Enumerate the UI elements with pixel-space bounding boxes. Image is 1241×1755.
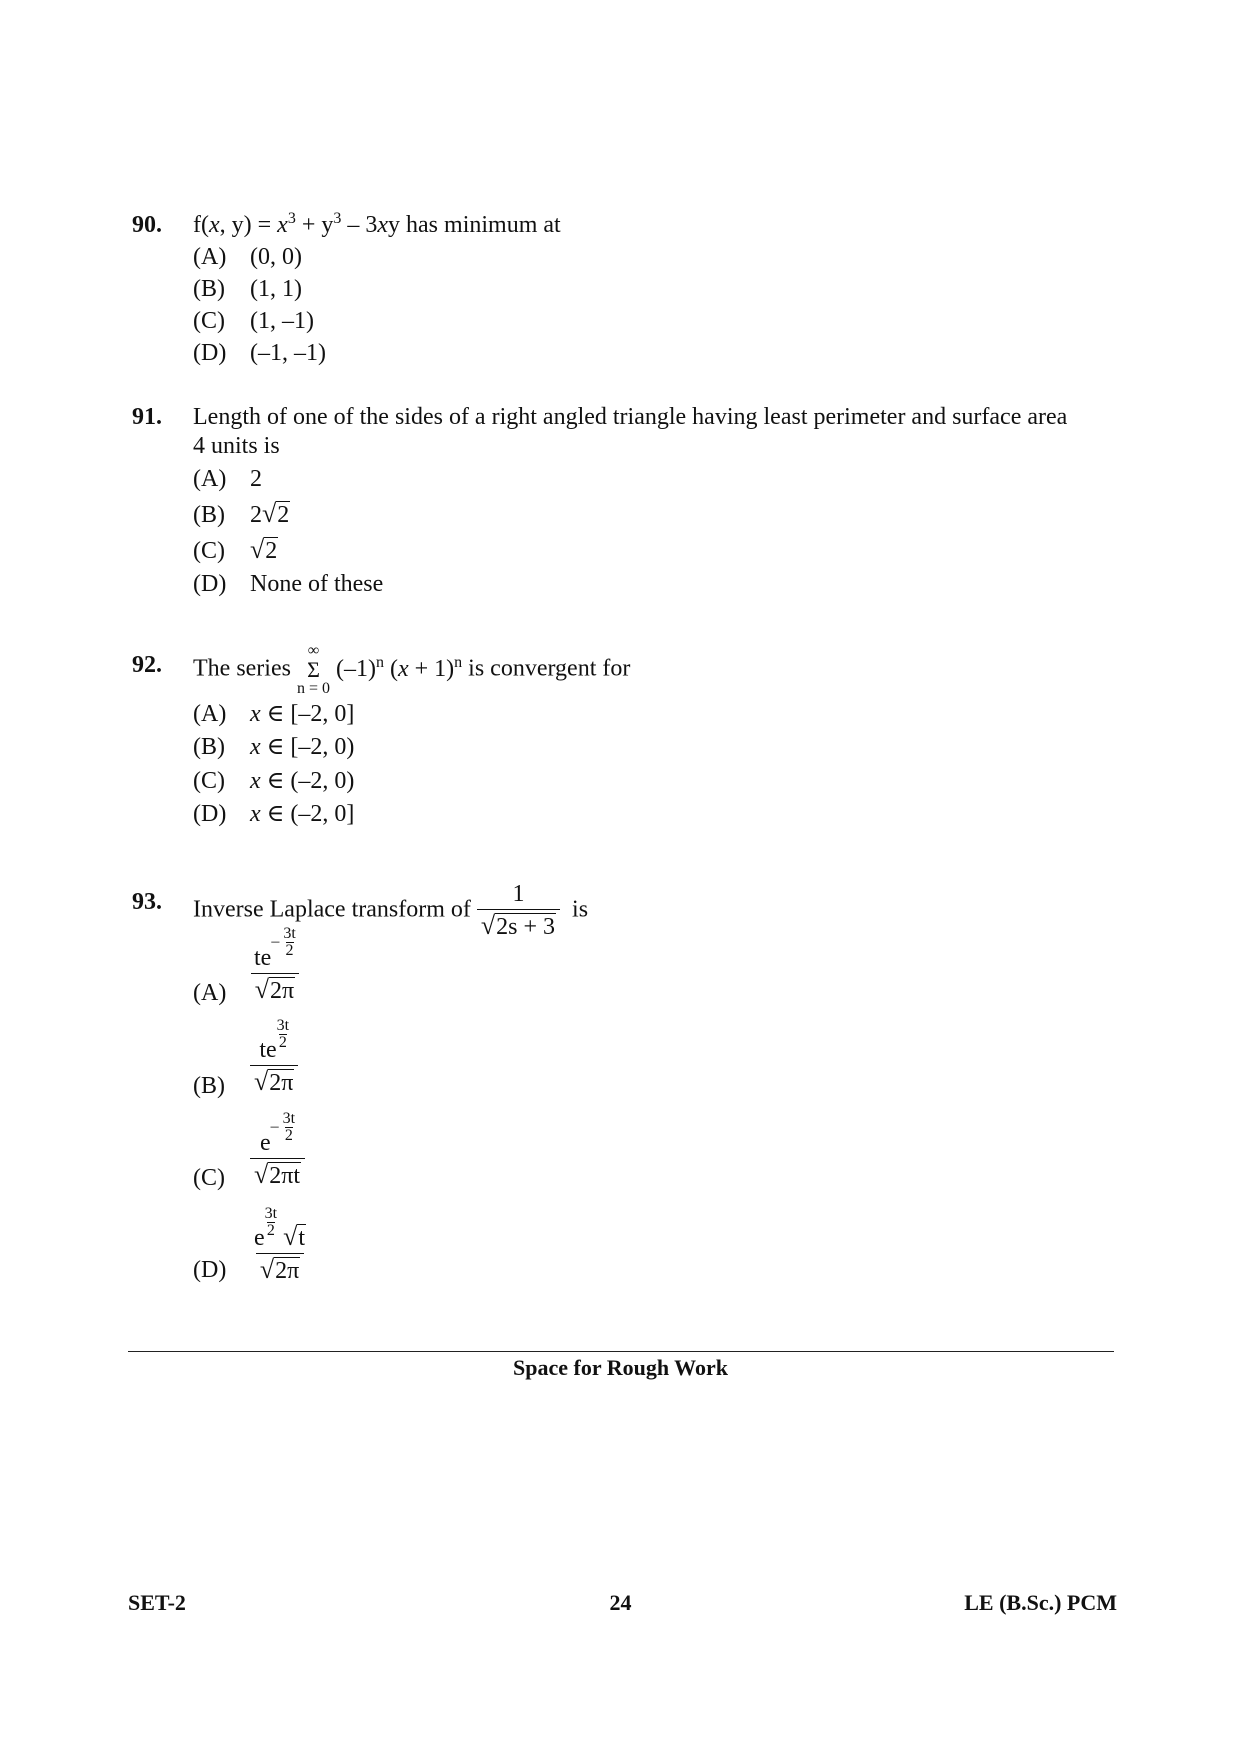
question-stem-line1: Length of one of the sides of a right angled triangle having least perimeter and surface area	[193, 404, 1068, 430]
option-text: x ∈ (–2, 0)	[250, 768, 355, 794]
option-text: √2	[250, 535, 278, 564]
option-text: x ∈ (–2, 0]	[250, 801, 355, 827]
option-label[interactable]: (A)	[193, 701, 227, 727]
option-text: (–1, –1)	[250, 340, 326, 366]
rough-work-divider	[128, 1351, 1114, 1352]
option-label[interactable]: (A)	[193, 244, 227, 270]
option-expression: $te^{- \frac{3t}{2}}$ √2π	[250, 936, 300, 1006]
option-label[interactable]: (B)	[193, 276, 225, 302]
option-label[interactable]: (C)	[193, 308, 225, 334]
option-text: 2√2	[250, 499, 290, 528]
option-label[interactable]: (C)	[193, 768, 225, 794]
question-stem-line2: 4 units is	[193, 433, 280, 459]
option-expression: $e^{- \frac{3t}{2}}$ √2πt	[250, 1121, 305, 1191]
question-stem: The series ∞ Σ n = 0 $(-1)^n$ $(x + 1)^n$ is convergent for	[193, 642, 631, 697]
option-text: (1, 1)	[250, 276, 302, 302]
summation: ∞ Σ n = 0	[296, 642, 330, 697]
question-stem: Inverse Laplace transform of $\frac{1}{√2s + 3}$ is	[193, 881, 589, 940]
option-label[interactable]: (C)	[193, 1165, 225, 1191]
question-number: 92.	[132, 652, 162, 678]
option-text: 2	[250, 466, 262, 492]
option-label[interactable]: (D)	[193, 340, 227, 366]
question-number: 91.	[132, 404, 162, 430]
option-text: (1, –1)	[250, 308, 314, 334]
fraction: $\frac{1}{√2s + 3}$	[477, 880, 560, 942]
option-label[interactable]: (B)	[193, 1073, 225, 1099]
question-number: 90.	[132, 212, 162, 238]
option-label[interactable]: (B)	[193, 502, 225, 528]
option-label[interactable]: (A)	[193, 466, 227, 492]
option-text: x ∈ [–2, 0]	[250, 701, 355, 727]
option-text: x ∈ [–2, 0)	[250, 734, 355, 760]
option-label[interactable]: (B)	[193, 734, 225, 760]
option-text: (0, 0)	[250, 244, 302, 270]
option-expression: e $^{\frac{3t}{2}}$ √t √2π	[254, 1205, 306, 1284]
option-text: None of these	[250, 571, 384, 597]
option-label[interactable]: (D)	[193, 801, 227, 827]
option-label[interactable]: (C)	[193, 538, 225, 564]
question-stem: f(x, $y) = x^3 + y^3 - 3xy$ has minimum at	[193, 210, 561, 238]
rough-work-label: Space for Rough Work	[513, 1355, 728, 1380]
footer-set: SET-2	[128, 1590, 186, 1615]
question-number: 93.	[132, 889, 162, 915]
option-expression: te $^{\frac{3t}{2}}$ √2π	[250, 1028, 298, 1098]
option-label[interactable]: (D)	[193, 571, 227, 597]
page-number: 24	[609, 1590, 632, 1615]
footer-course: LE (B.Sc.) PCM	[964, 1590, 1117, 1615]
option-label[interactable]: (A)	[193, 980, 227, 1006]
option-label[interactable]: (D)	[193, 1257, 227, 1283]
